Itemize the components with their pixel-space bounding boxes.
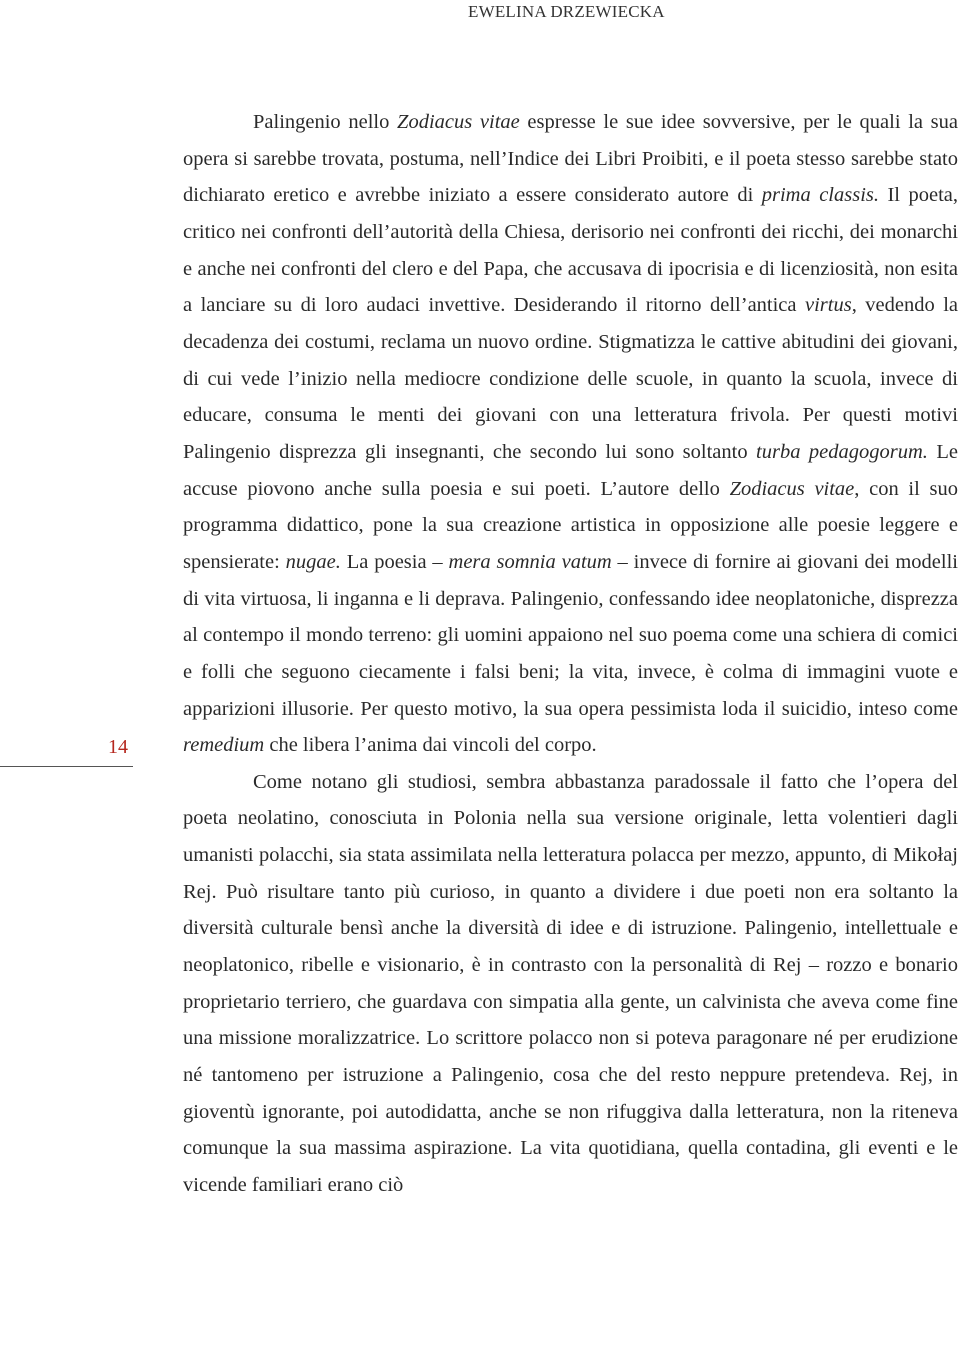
text-body xyxy=(183,104,958,1361)
italic-term: mera somnia vatum xyxy=(448,550,612,573)
text-run: – invece di fornire ai giovani dei modelli di vita virtuosa, li inganna e li deprava. Palingenio, confessando idee neoplatoniche, disprezza al contempo il mondo terreno: gli uomini appaiono nel suo poema come una schiera di comici e folli che seguono ciecamente i falsi beni; la vita, invece, è colma di immagini vuote e apparizioni illusorie. Per questo motivo, la sua opera pessimista loda il suicidio, inteso come xyxy=(183,550,958,720)
italic-term: prima classis. xyxy=(761,184,879,207)
page-number: 14 xyxy=(108,736,128,758)
text-run: Palingenio nello xyxy=(253,111,398,133)
italic-term: turba pedagogorum. xyxy=(756,440,928,463)
text-run: Il poeta, critico nei confronti dell’autorità della Chiesa, derisorio nei confronti dei ricchi, dei monarchi e anche nei confronti del clero e del Papa, che accusava di ipocrisia e di licenziosità, non esita a lanciare su di loro audaci invettive. Desiderando il ritorno dell’antica xyxy=(183,184,958,317)
italic-term: Zodiacus vitae xyxy=(729,477,855,500)
text-run: , vedendo la decadenza dei costumi, reclama un nuovo ordine. Stigmatizza le cattive abitudini dei giovani, di cui vede l’inizio nella mediocre condizione delle scuole, in quanto la scuola, invece di educare, consuma le menti dei giovani con una letteratura frivola. Per questi motivi Palingenio disprezza gli insegnanti, che secondo lui sono soltanto xyxy=(183,294,958,463)
paragraph-2 xyxy=(183,764,958,1204)
text-run: espresse le sue idee sovversive, per le quali la sua opera si sarebbe trovata, postuma, nell’Indice dei Libri Proibiti, e il poeta stesso sarebbe stato dichiarato eretico e avrebbe iniziato a essere considerato autore di xyxy=(183,111,958,207)
paragraph-1 xyxy=(183,104,958,764)
text-run: Come notano gli studiosi, sembra abbastanza paradossale il fatto che l’opera del poeta neolatino, conosciuta in Polonia nella sua versione originale, letta volentieri dagli umanisti polacchi, sia stata assimilata nella letteratura polacca per mezzo, appunto, di Mikołaj Rej. Può risultare tanto più curioso, in quanto a dividere i due poeti non era soltanto la diversità culturale bensì anche la diversità di idee e di istruzione. Palingenio, intellettuale e neoplatonico, ribelle e visionario, è in contrasto con la personalità di Rej – rozzo e bonario proprietario terriero, che guardava con simpatia alla gente, un calvinista che aveva come fine una missione moralizzatrice. Lo scrittore polacco non si poteva paragonare né per erudizione né tantomeno per istruzione a Palingenio, cosa che del resto neppure pretendeva. Rej, in gioventù ignorante, poi autodidatta, anche se non rifuggiva dalla letteratura, non la riteneva comunque la sua massima aspirazione. La vita quotidiana, quella contadina, gli eventi e le vicende familiari erano ciò xyxy=(183,770,958,1197)
text-run: La poesia – xyxy=(340,550,449,573)
italic-term: nugae. xyxy=(285,550,341,573)
running-header: EWELINA DRZEWIECKA xyxy=(468,2,665,21)
italic-term: Zodiacus vitae xyxy=(397,111,520,133)
margin-rule xyxy=(0,766,133,767)
italic-term: virtus xyxy=(804,294,852,317)
text-run: , con il suo programma didattico, pone la sua creazione artistica in opposizione alle poesie leggere e spensierate: xyxy=(183,477,958,573)
text-run: Le accuse piovono anche sulla poesia e sui poeti. L’autore dello xyxy=(183,440,958,500)
italic-term: remedium xyxy=(183,734,265,757)
text-run: che libera l’anima dai vincoli del corpo. xyxy=(264,734,597,757)
